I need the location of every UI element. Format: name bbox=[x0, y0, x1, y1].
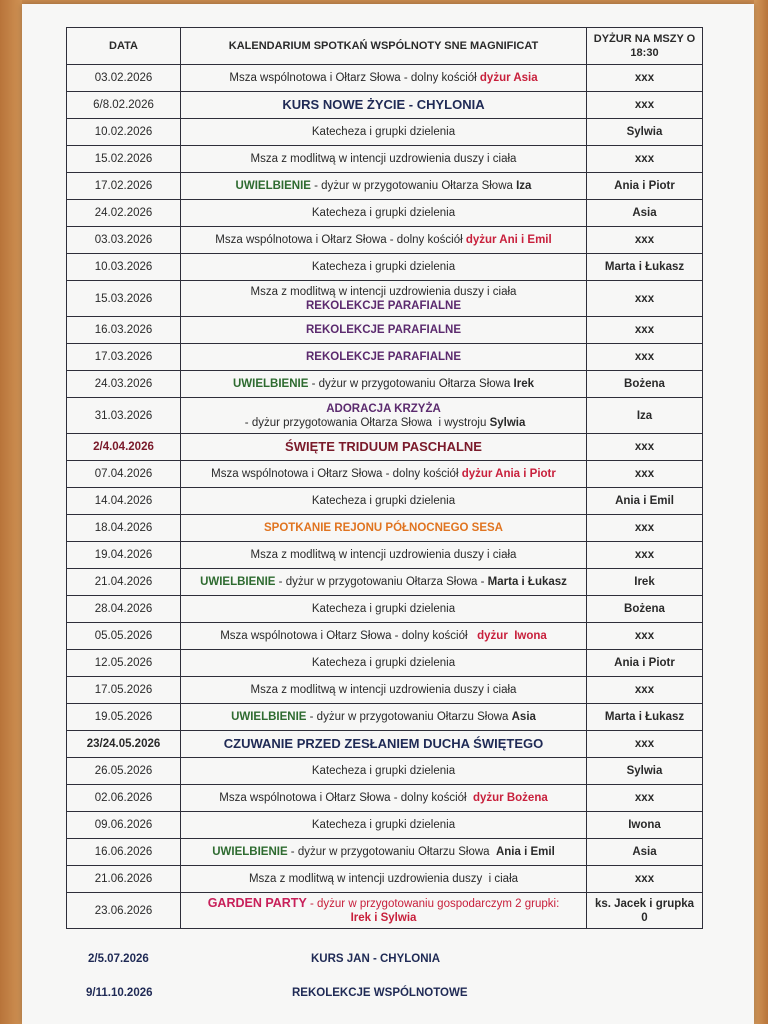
event-text: Msza z modlitwą w intencji uzdrowienia duszy i ciała bbox=[250, 684, 517, 696]
row-duty: Irek bbox=[587, 569, 703, 596]
event-text: KURS NOWE ŻYCIE - CHYLONIA bbox=[282, 96, 485, 112]
table-row bbox=[67, 254, 703, 281]
event-text: GARDEN PARTY bbox=[207, 896, 307, 910]
event-text: UWIELBIENIE bbox=[232, 378, 309, 390]
row-event bbox=[181, 488, 587, 515]
event-text: Msza z modlitwą w intencji uzdrowienia duszy i ciała bbox=[250, 153, 517, 165]
table-row bbox=[67, 623, 703, 650]
row-event bbox=[181, 731, 587, 758]
row-duty: xxx bbox=[587, 731, 703, 758]
table-row bbox=[67, 317, 703, 344]
table-row bbox=[67, 677, 703, 704]
row-date: 28.04.2026 bbox=[67, 596, 181, 623]
row-event bbox=[181, 785, 587, 812]
row-date: 16.03.2026 bbox=[67, 317, 181, 344]
row-duty: Marta i Łukasz bbox=[587, 704, 703, 731]
row-date: 2/4.04.2026 bbox=[67, 434, 181, 461]
row-date: 19.04.2026 bbox=[67, 542, 181, 569]
row-event bbox=[181, 542, 587, 569]
row-duty: Iwona bbox=[587, 812, 703, 839]
event-text: dyżur Asia bbox=[479, 72, 538, 84]
row-duty: Marta i Łukasz bbox=[587, 254, 703, 281]
event-text: Asia bbox=[511, 711, 536, 723]
event-text: UWIELBIENIE bbox=[231, 711, 307, 723]
event-text: Irek bbox=[513, 378, 535, 390]
event-text: - dyżur w przygotowaniu Ołtarzu Słowa bbox=[287, 846, 496, 858]
row-event bbox=[181, 623, 587, 650]
row-event bbox=[181, 434, 587, 461]
table-row bbox=[67, 200, 703, 227]
table-row bbox=[67, 785, 703, 812]
table-row bbox=[67, 866, 703, 893]
event-text: REKOLEKCJE PARAFIALNE bbox=[305, 351, 462, 363]
row-duty: Sylwia bbox=[587, 119, 703, 146]
row-event bbox=[181, 119, 587, 146]
row-duty: xxx bbox=[587, 866, 703, 893]
table-row bbox=[67, 398, 703, 434]
row-date: 17.05.2026 bbox=[67, 677, 181, 704]
table-row bbox=[67, 758, 703, 785]
row-event bbox=[181, 839, 587, 866]
row-duty: Bożena bbox=[587, 596, 703, 623]
row-event bbox=[181, 677, 587, 704]
event-text: dyżur Bożena bbox=[472, 792, 548, 804]
row-date: 15.03.2026 bbox=[67, 281, 181, 317]
table-row bbox=[67, 488, 703, 515]
row-event bbox=[181, 344, 587, 371]
row-event bbox=[181, 254, 587, 281]
table-row bbox=[67, 344, 703, 371]
event-text: Marta i Łukasz bbox=[487, 576, 567, 588]
row-duty: xxx bbox=[587, 92, 703, 119]
table-row bbox=[67, 839, 703, 866]
event-text: REKOLEKCJE PARAFIALNE bbox=[305, 299, 462, 312]
table-row bbox=[67, 704, 703, 731]
event-text: dyżur Ania i Piotr bbox=[461, 468, 556, 480]
event-text: Katecheza i grupki dzielenia bbox=[311, 657, 456, 669]
table-row bbox=[67, 893, 703, 929]
row-duty: xxx bbox=[587, 434, 703, 461]
footer-event-1: KURS JAN - CHYLONIA bbox=[311, 953, 441, 965]
row-event bbox=[181, 866, 587, 893]
row-date: 10.02.2026 bbox=[67, 119, 181, 146]
header-duty: DYŻUR NA MSZY O 18:30 bbox=[587, 28, 703, 65]
row-date: 10.03.2026 bbox=[67, 254, 181, 281]
row-date: 24.02.2026 bbox=[67, 200, 181, 227]
event-text: Ania i Emil bbox=[495, 846, 555, 858]
row-event bbox=[181, 812, 587, 839]
row-duty: xxx bbox=[587, 317, 703, 344]
table-row bbox=[67, 281, 703, 317]
row-event bbox=[181, 227, 587, 254]
event-text: - dyżur w przygotowaniu Ołtarzu Słowa bbox=[306, 711, 512, 723]
event-text: Msza wspólnotowa i Ołtarz Słowa - dolny kościół bbox=[211, 468, 462, 480]
table-row bbox=[67, 227, 703, 254]
row-duty: ks. Jacek i grupka 0 bbox=[587, 893, 703, 929]
row-date: 14.04.2026 bbox=[67, 488, 181, 515]
row-date: 03.03.2026 bbox=[67, 227, 181, 254]
table-row bbox=[67, 731, 703, 758]
event-text: UWIELBIENIE bbox=[200, 576, 276, 588]
event-text: Msza wspólnotowa i Ołtarz Słowa - dolny kościół bbox=[220, 630, 478, 642]
row-event bbox=[181, 704, 587, 731]
row-date: 23.06.2026 bbox=[67, 893, 181, 929]
event-text: ŚWIĘTE TRIDUUM PASCHALNE bbox=[285, 438, 482, 454]
row-date: 02.06.2026 bbox=[67, 785, 181, 812]
event-text: Msza wspólnotowa i Ołtarz Słowa - dolny kościół bbox=[219, 792, 473, 804]
row-event bbox=[181, 650, 587, 677]
event-text: - dyżur w przygotowaniu Ołtarza Słowa bbox=[308, 378, 514, 390]
calendar-body bbox=[67, 65, 703, 929]
row-date: 18.04.2026 bbox=[67, 515, 181, 542]
table-row bbox=[67, 173, 703, 200]
row-date: 21.04.2026 bbox=[67, 569, 181, 596]
row-duty: Sylwia bbox=[587, 758, 703, 785]
table-row bbox=[67, 569, 703, 596]
event-text: Katecheza i grupki dzielenia bbox=[311, 603, 456, 615]
row-date: 16.06.2026 bbox=[67, 839, 181, 866]
row-event bbox=[181, 146, 587, 173]
footer-date-1: 2/5.07.2026 bbox=[88, 953, 149, 965]
row-event bbox=[181, 65, 587, 92]
row-date: 21.06.2026 bbox=[67, 866, 181, 893]
table-row bbox=[67, 434, 703, 461]
row-event bbox=[181, 893, 587, 929]
row-event bbox=[181, 281, 587, 317]
table-row bbox=[67, 596, 703, 623]
row-date: 12.05.2026 bbox=[67, 650, 181, 677]
event-text: Katecheza i grupki dzielenia bbox=[311, 126, 456, 138]
header-date: DATA bbox=[67, 28, 181, 65]
header-row bbox=[67, 28, 703, 65]
row-duty: xxx bbox=[587, 146, 703, 173]
row-duty: Ania i Piotr bbox=[587, 650, 703, 677]
row-duty: xxx bbox=[587, 344, 703, 371]
row-duty: xxx bbox=[587, 623, 703, 650]
row-event bbox=[181, 371, 587, 398]
row-duty: Ania i Piotr bbox=[587, 173, 703, 200]
event-text: - dyżur w przygotowaniu Ołtarza Słowa bbox=[310, 180, 517, 192]
event-text: Msza wspólnotowa i Ołtarz Słowa - dolny kościół bbox=[215, 234, 466, 246]
row-duty: Ania i Emil bbox=[587, 488, 703, 515]
row-duty: xxx bbox=[587, 515, 703, 542]
event-text: Sylwia bbox=[489, 416, 526, 429]
row-date: 17.02.2026 bbox=[67, 173, 181, 200]
header-title: KALENDARIUM SPOTKAŃ WSPÓLNOTY SNE MAGNIFICAT bbox=[181, 28, 587, 65]
event-text: Katecheza i grupki dzielenia bbox=[311, 207, 456, 219]
row-event bbox=[181, 461, 587, 488]
row-event bbox=[181, 398, 587, 434]
event-text: UWIELBIENIE bbox=[212, 846, 288, 858]
event-text: Katecheza i grupki dzielenia bbox=[311, 819, 456, 831]
row-event bbox=[181, 200, 587, 227]
row-event bbox=[181, 92, 587, 119]
row-date: 19.05.2026 bbox=[67, 704, 181, 731]
row-event bbox=[181, 569, 587, 596]
row-duty: Asia bbox=[587, 839, 703, 866]
table-row bbox=[67, 650, 703, 677]
table-row bbox=[67, 371, 703, 398]
row-date: 17.03.2026 bbox=[67, 344, 181, 371]
table-row bbox=[67, 92, 703, 119]
event-text: Msza wspólnotowa i Ołtarz Słowa - dolny kościół bbox=[229, 72, 480, 84]
row-event bbox=[181, 515, 587, 542]
footer-event-2: REKOLEKCJE WSPÓLNOTOWE bbox=[292, 987, 468, 999]
event-text: - dyżur w przygotowaniu Ołtarza Słowa - bbox=[275, 576, 488, 588]
row-date: 07.04.2026 bbox=[67, 461, 181, 488]
row-duty: Iza bbox=[587, 398, 703, 434]
row-duty: xxx bbox=[587, 227, 703, 254]
event-text: REKOLEKCJE PARAFIALNE bbox=[305, 324, 462, 336]
table-row bbox=[67, 65, 703, 92]
table-row bbox=[67, 119, 703, 146]
event-text: dyżur Ani i Emil bbox=[465, 234, 552, 246]
row-date: 03.02.2026 bbox=[67, 65, 181, 92]
event-text: - dyżur przygotowania Ołtarza Słowa i wystroju bbox=[241, 416, 490, 429]
row-duty: xxx bbox=[587, 785, 703, 812]
row-duty: Asia bbox=[587, 200, 703, 227]
table-row bbox=[67, 812, 703, 839]
event-text: Irek i Sylwia bbox=[350, 912, 417, 924]
row-date: 31.03.2026 bbox=[67, 398, 181, 434]
row-duty: xxx bbox=[587, 65, 703, 92]
event-text: ADORACJA KRZYŻA bbox=[326, 402, 441, 415]
row-duty: xxx bbox=[587, 677, 703, 704]
row-event bbox=[181, 173, 587, 200]
wood-background-left bbox=[0, 0, 22, 1024]
event-text: Katecheza i grupki dzielenia bbox=[311, 495, 456, 507]
event-text: dyżur Iwona bbox=[477, 630, 547, 642]
row-date: 15.02.2026 bbox=[67, 146, 181, 173]
row-date: 6/8.02.2026 bbox=[67, 92, 181, 119]
row-duty: Bożena bbox=[587, 371, 703, 398]
table-row bbox=[67, 146, 703, 173]
event-text: UWIELBIENIE bbox=[235, 180, 311, 192]
row-date: 26.05.2026 bbox=[67, 758, 181, 785]
table-row bbox=[67, 461, 703, 488]
table-row bbox=[67, 515, 703, 542]
row-duty: xxx bbox=[587, 461, 703, 488]
footer-date-2: 9/11.10.2026 bbox=[86, 987, 153, 999]
event-text: Msza z modlitwą w intencji uzdrowienia duszy i ciała bbox=[248, 873, 519, 885]
event-text: Katecheza i grupki dzielenia bbox=[311, 261, 456, 273]
event-text: SPOTKANIE REJONU PÓŁNOCNEGO SESA bbox=[264, 522, 503, 534]
event-text: Msza z modlitwą w intencji uzdrowienia duszy i ciała bbox=[250, 285, 517, 298]
event-text: Msza z modlitwą w intencji uzdrowienia duszy i ciała bbox=[250, 549, 517, 561]
row-event bbox=[181, 317, 587, 344]
row-date: 09.06.2026 bbox=[67, 812, 181, 839]
table-row bbox=[67, 542, 703, 569]
wood-background-right bbox=[754, 0, 768, 1024]
row-event bbox=[181, 758, 587, 785]
event-text: - dyżur w przygotowaniu gospodarczym 2 grupki: bbox=[306, 898, 560, 910]
row-duty: xxx bbox=[587, 542, 703, 569]
row-event bbox=[181, 596, 587, 623]
row-date: 05.05.2026 bbox=[67, 623, 181, 650]
event-text: Iza bbox=[516, 180, 532, 192]
row-date: 23/24.05.2026 bbox=[67, 731, 181, 758]
row-date: 24.03.2026 bbox=[67, 371, 181, 398]
event-text: CZUWANIE PRZED ZESŁANIEM DUCHA ŚWIĘTEGO bbox=[223, 735, 544, 751]
event-text: Katecheza i grupki dzielenia bbox=[311, 765, 456, 777]
calendar-table bbox=[66, 27, 703, 929]
row-duty: xxx bbox=[587, 281, 703, 317]
